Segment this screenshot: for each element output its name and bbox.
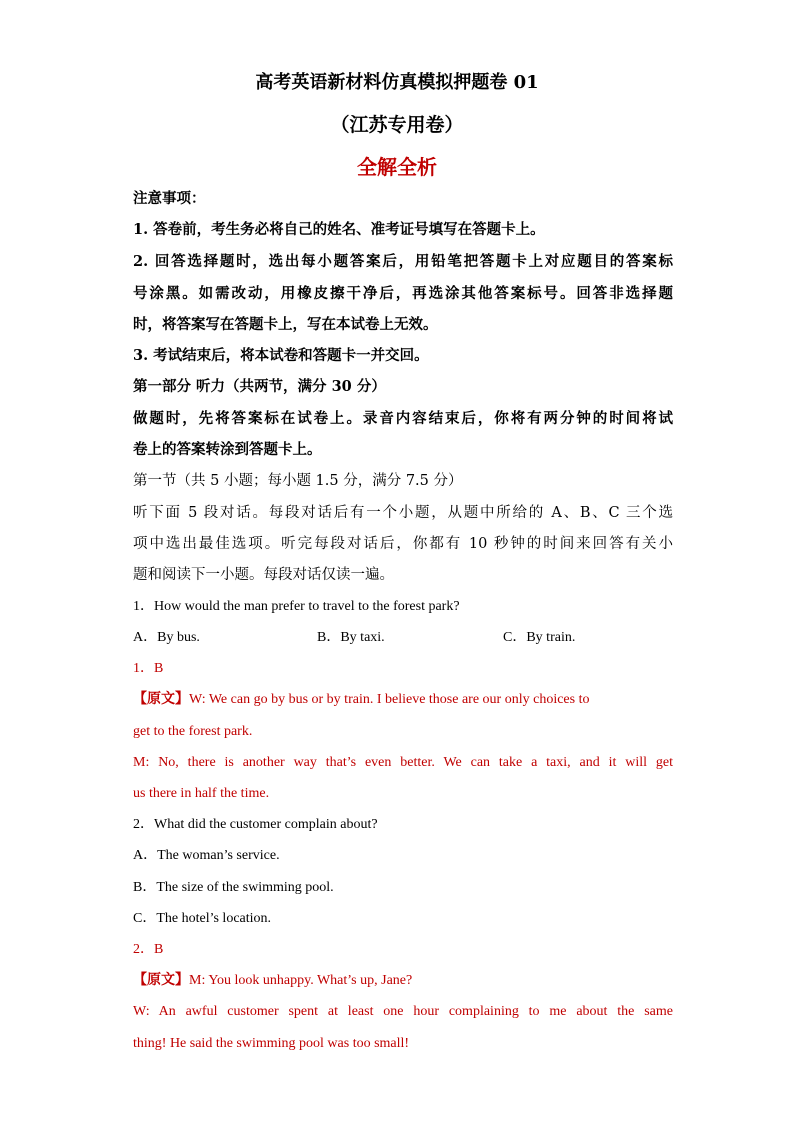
- part1-instruction-line-1: 做题时，先将答案标在试卷上。录音内容结束后，你将有两分钟的时间将试: [133, 410, 673, 427]
- question-1-answer: 1．B: [133, 661, 164, 676]
- section1-instruction-line-1: 听下面 5 段对话。每段对话后有一个小题，从题中所给的 A、B、C 三个选: [133, 505, 673, 521]
- notice-item-3: 3. 考试结束后，将本试卷和答题卡一并交回。: [133, 347, 429, 364]
- section1-instruction-line-2: 项中选出最佳选项。听完每段对话后，你都有 10 秒钟的时间来回答有关小: [133, 536, 673, 552]
- part1-heading: 第一部分 听力（共两节，满分 30 分）: [133, 378, 386, 395]
- question-1-option-c: C．By train.: [503, 630, 576, 645]
- question-2-option-a: A．The woman’s service.: [133, 848, 280, 863]
- question-1-transcript-line-2: get to the forest park.: [133, 724, 253, 739]
- section1-instruction-line-3: 题和阅读下一小题。每段对话仅读一遍。: [133, 567, 394, 583]
- question-2-option-b: B．The size of the swimming pool.: [133, 880, 334, 895]
- question-2-transcript-line-2: W: An awful customer spent at least one hour complaining to me about the same: [133, 1004, 673, 1019]
- notice-item-2-line-2: 号涂黑。如需改动，用橡皮擦干净后，再选涂其他答案标号。回答非选择题: [133, 285, 673, 302]
- notice-item-2-line-1: 2. 回答选择题时，选出每小题答案后，用铅笔把答题卡上对应题目的答案标: [133, 253, 673, 270]
- question-2-transcript-line-3: thing! He said the swimming pool was too small!: [133, 1036, 410, 1051]
- transcript-label: 【原文】: [133, 973, 189, 988]
- transcript-text: W: We can go by bus or by train. I believe those are our only choices to: [189, 692, 590, 707]
- transcript-text: M: You look unhappy. What’s up, Jane?: [189, 973, 413, 988]
- question-1-transcript-line-3: M: No, there is another way that’s even better. We can take a taxi, and it will get: [133, 755, 673, 770]
- question-1-option-a: A．By bus.: [133, 630, 200, 645]
- notice-item-2-line-3: 时，将答案写在答题卡上，写在本试卷上无效。: [133, 316, 438, 333]
- transcript-label: 【原文】: [133, 692, 189, 707]
- exam-subtitle: （江苏专用卷）: [330, 114, 464, 136]
- notice-item-1: 1. 答卷前，考生务必将自己的姓名、准考证号填写在答题卡上。: [133, 221, 545, 238]
- section1-heading: 第一节（共 5 小题；每小题 1.5 分，满分 7.5 分）: [133, 473, 463, 489]
- question-2-transcript-line-1: [133, 971, 673, 991]
- question-1-transcript-line-4: us there in half the time.: [133, 786, 270, 801]
- question-2-stem: 2．What did the customer complain about?: [133, 817, 378, 832]
- exam-title: 高考英语新材料仿真模拟押题卷 01: [255, 72, 539, 93]
- notice-heading: 注意事项：: [133, 190, 206, 207]
- answer-key-heading: 全解全析: [357, 155, 437, 179]
- question-2-answer: 2．B: [133, 942, 164, 957]
- part1-instruction-line-2: 卷上的答案转涂到答题卡上。: [133, 441, 322, 458]
- question-1-transcript-line-1: [133, 690, 673, 710]
- question-1-option-b: B．By taxi.: [317, 630, 385, 645]
- question-1-stem: 1．How would the man prefer to travel to the forest park?: [133, 599, 460, 614]
- question-2-option-c: C．The hotel’s location.: [133, 911, 272, 926]
